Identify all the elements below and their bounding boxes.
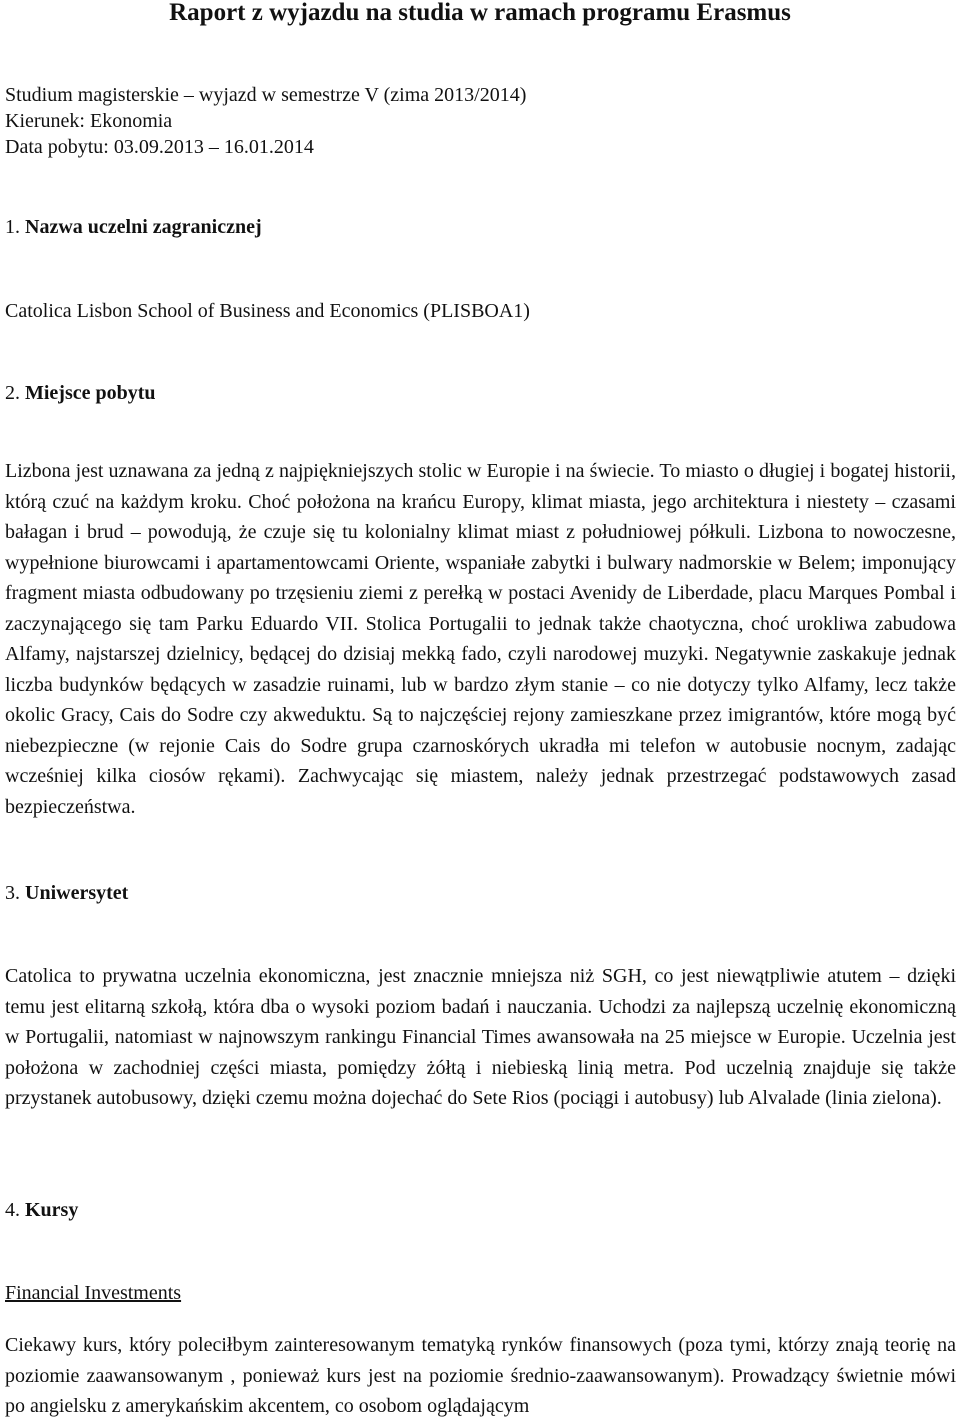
section-number: 1. (5, 216, 25, 238)
section-heading-2 (5, 380, 156, 406)
section-number: 4. (5, 1199, 25, 1221)
meta-study: Studium magisterskie – wyjazd w semestrze V (zima 2013/2014) (5, 84, 527, 106)
course-title: Financial Investments (5, 1282, 182, 1304)
section-heading-3 (5, 880, 128, 906)
section-number: 3. (5, 882, 25, 904)
place-paragraph: Lizbona jest uznawana za jedną z najpiękniejszych stolic w Europie i na świecie. To miasto o długiej i bogatej historii, którą czuć na każdym kroku. Choć położona na krańcu Europy, klimat miasta, jego architektura i niestety – czasami bałagan i brud – powodują, że czuje się tu kolonialny klimat miast z południowej półkuli. Lizbona to nowoczesne, wypełnione biurowcami i apartamentowcami Oriente, wspaniałe zabytki i bulwary nadmorskie w Belem; imponujący fragment miasta odbudowany po trzęsieniu ziemi z perełką w postaci Avenidy de Liberdade, placu Marques Pombal i zaczynającego się tam Parku Eduardo VII. Stolica Portugalii to jednak także chaotyczna, choć urokliwa zabudowa Alfamy, najstarszej dzielnicy, będącej do dzisiaj mekką fado, czyli narodowej muzyki. Negatywnie zaskakuje jednak liczba budynków będących w zasadzie ruinami, lub w bardzo złym stanie – co nie dotyczy tylko Alfamy, lecz także okolic Gracy, Cais do Sodre czy akweduktu. Są to najczęściej rejony zamieszkane przez imigrantów, które mogą być niebezpieczne (w rejonie Cais do Sodre grupa czarnoskórych ukradła mi telefon w autobusie nocnym, zadając wcześniej kilka ciosów rękami). Zachwycając się miastem, należy jednak przestrzegać podstawowych zasad bezpieczeństwa. (5, 460, 956, 818)
section-heading-4 (5, 1197, 78, 1223)
document-title: Raport z wyjazdu na studia w ramach programu Erasmus (169, 0, 791, 26)
section-title: Uniwersytet (25, 882, 129, 904)
section-number: 2. (5, 382, 25, 404)
section-heading-1 (5, 214, 262, 240)
course-paragraph: Ciekawy kurs, który poleciłbym zainteresowanym tematyką rynków finansowych (poza tymi, którzy znają teorię na poziomie zaawansowanym , ponieważ kurs jest na poziomie średnio-zaawansowanym). Prowadzący świetnie mówi po angielsku z amerykańskim akcentem, co osobom oglądającym (5, 1334, 956, 1417)
section-title: Kursy (25, 1199, 79, 1221)
section-title: Miejsce pobytu (25, 382, 156, 404)
meta-dates: Data pobytu: 03.09.2013 – 16.01.2014 (5, 136, 314, 158)
meta-field: Kierunek: Ekonomia (5, 110, 173, 132)
university-paragraph: Catolica to prywatna uczelnia ekonomiczna, jest znacznie mniejsza niż SGH, co jest niewątpliwie atutem – dzięki temu jest elitarną szkołą, która dba o wysoki poziom badań i nauczania. Uchodzi za najlepszą uczelnię ekonomiczną w Portugalii, natomiast w najnowszym rankingu Financial Times awansowała na 25 miejsce w Europie. Uczelnia jest położona w zachodniej części miasta, pomiędzy żółtą i niebieską linią metra. Pod uczelnią znajduje się także przystanek autobusowy, dzięki czemu można dojechać do Sete Rios (pociągi i autobusy) lub Alvalade (linia zielona). (5, 965, 956, 1109)
university-name: Catolica Lisbon School of Business and Economics (PLISBOA1) (5, 300, 530, 322)
section-title: Nazwa uczelni zagranicznej (25, 216, 262, 238)
